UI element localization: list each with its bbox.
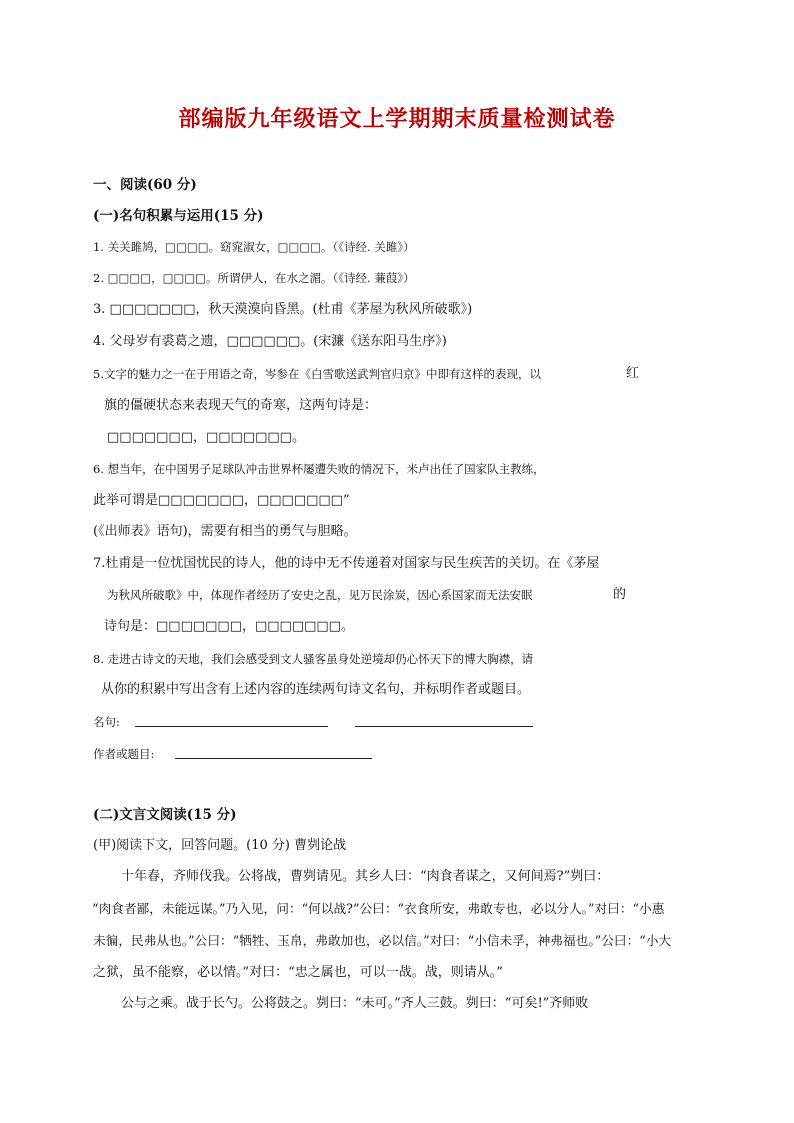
document-title: 部编版九年级语文上学期期末质量检测试卷: [178, 107, 616, 132]
question-4: 4. 父母岁有裘葛之遗，□□□□□□。(宋濂《送东阳马生序》): [93, 334, 447, 349]
question-5-answer-boxes: □□□□□□□，□□□□□□□。: [107, 430, 305, 445]
question-7-line-1: 7.杜甫是一位忧国忧民的诗人，他的诗中无不传递着对国家与民生疾苦的关切。在《茅屋: [93, 556, 600, 571]
question-1: 1. 关关雎鸠，□□□□。窈窕淑女，□□□□。（《诗经. 关雎》）: [93, 240, 415, 254]
question-6-line-2: 此举可谓是□□□□□□□，□□□□□□□”: [93, 493, 350, 508]
section-heading-reading: 一、阅读(60 分): [93, 177, 197, 193]
ming-ju-blank-2[interactable]: [355, 712, 533, 727]
question-7-line-2-end: 的: [613, 587, 627, 602]
question-7-line-3: 诗句是：□□□□□□□，□□□□□□□。: [104, 619, 354, 634]
question-2: 2. □□□□，□□□□。所谓伊人，在水之湄。（《诗经. 蒹葭》）: [93, 271, 415, 285]
question-8-line-2: 从你的积累中写出含有上述内容的连续两句诗文名句，并标明作者或题目。: [101, 682, 531, 697]
part1-heading: (一)名句积累与运用(15 分): [93, 208, 264, 224]
question-5-line-1: 5.文字的魅力之一在于用语之奇，岑参在《白雪歌送武判官归京》中即有这样的表现，以: [93, 367, 541, 381]
question-6-line-1: 6. 想当年，在中国男子足球队冲击世界杯屡遭失败的情况下，米卢出任了国家队主教练，: [93, 462, 545, 476]
passage-line-2: “肉食者鄙，未能远谋。”乃入见，问：“何以战?”公曰：“衣食所安，弗敢专也，必以分人。”对曰：“小惠: [92, 901, 665, 916]
question-5-line-2: 旗的僵硬状态来表现天气的奇寒，这两句诗是：: [104, 398, 378, 413]
question-7-line-2: 为秋风所破歌》中，体现作者经历了安史之乱，见万民涂炭，因心系国家而无法安眠: [107, 588, 533, 602]
ming-ju-blank-1[interactable]: [135, 712, 328, 727]
author-label: 作者或题目:: [93, 747, 155, 761]
part2-heading: (二)文言文阅读(15 分): [93, 807, 237, 823]
ming-ju-label: 名句:: [93, 715, 120, 729]
question-6-line-3: (《出师表》语句)，需要有相当的勇气与胆略。: [93, 524, 357, 539]
passage-line-3: 未徧，民弗从也。”公曰：“牺牲、玉帛，弗敢加也，必以信。”对曰：“小信未孚，神弗福也。”公曰：“小大: [93, 933, 672, 948]
passage-line-1: 十年春，齐师伐我。公将战，曹刿请见。其乡人曰：“肉食者谋之，又何间焉?”刿曰：: [121, 869, 610, 884]
author-blank[interactable]: [175, 744, 372, 759]
question-8-line-1: 8. 走进古诗文的天地，我们会感受到文人骚客虽身处逆境却仍心怀天下的博大胸襟，请: [93, 652, 534, 666]
passage-line-5: 公与之乘。战于长勺。公将鼓之。刿曰：“未可。”齐人三鼓。刿曰：“可矣!”齐师败: [121, 996, 589, 1011]
question-3: 3. □□□□□□□，秋天漠漠向昏黑。(杜甫《茅屋为秋风所破歌》): [93, 302, 473, 317]
passage-line-4: 之狱，虽不能察，必以情。”对曰：“忠之属也，可以一战。战，则请从。”: [93, 965, 503, 980]
question-5-line-1-end: 红: [626, 366, 640, 381]
part2-subheading: (甲)阅读下文，回答问题。(10 分) 曹刿论战: [93, 838, 347, 853]
